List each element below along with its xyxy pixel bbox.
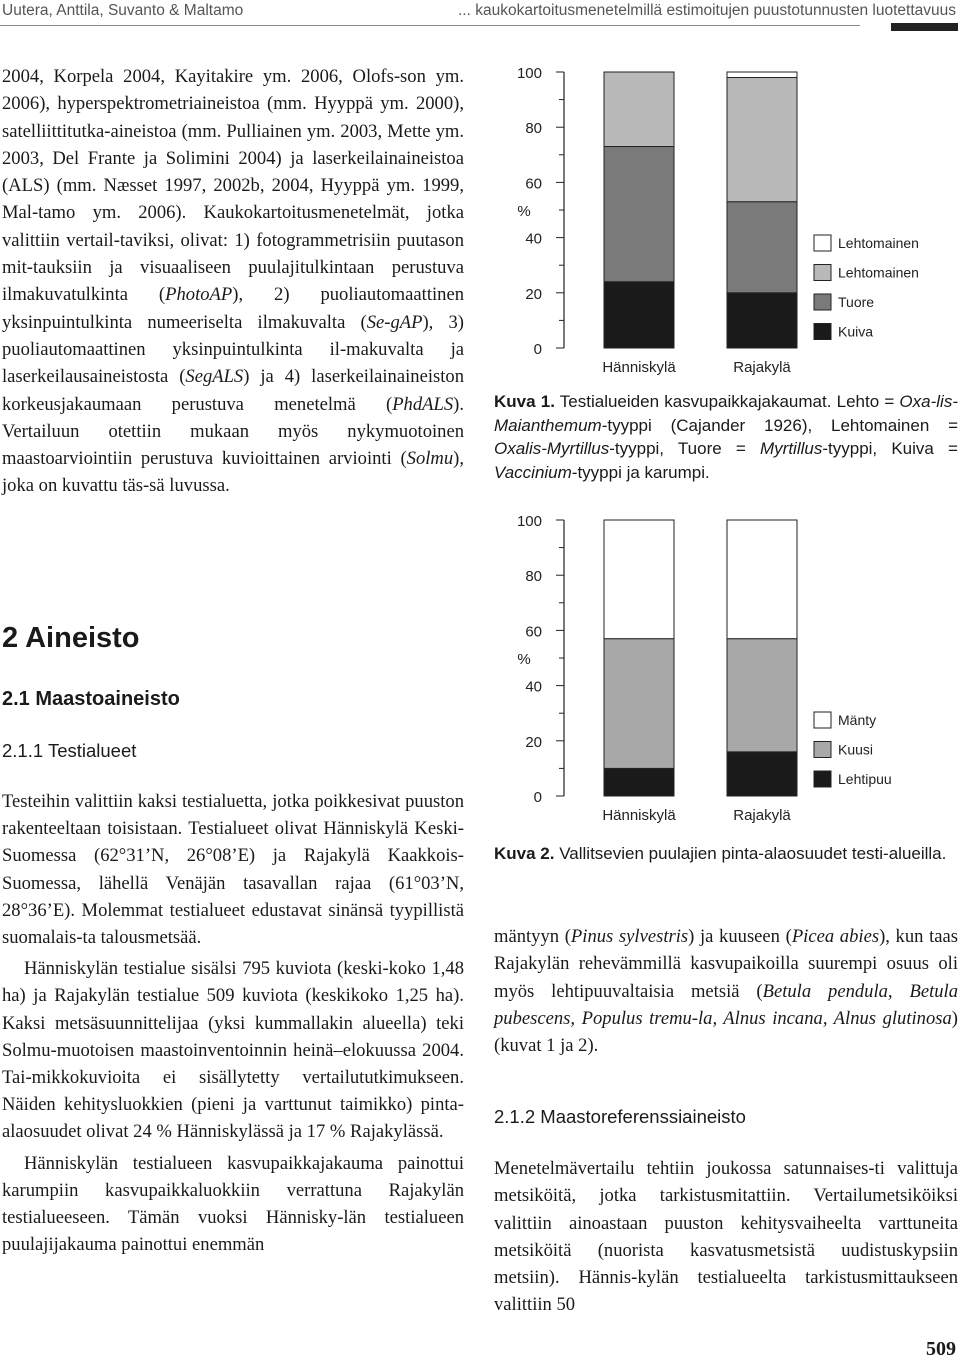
caption-text: Testialueiden kasvupaikkajakaumat. Lehto =: [554, 392, 900, 411]
intro-paragraph: [2, 63, 464, 500]
right-paragraph-1: [494, 923, 958, 1059]
legend-label: Mänty: [838, 712, 877, 728]
running-head-authors: Uutera, Anttila, Suvanto & Maltamo: [2, 2, 244, 19]
text-span: ), joka on kuvattu täs-sä luvussa.: [2, 448, 464, 497]
subsubsection-heading: 2.1.1 Testialueet: [2, 740, 137, 761]
body-paragraph-2: Hänniskylän testialue sisälsi 795 kuviota (keski-koko 1,48 ha) ja Rajakylän testialue 509 kuviota (keskikoko 1,25 ha). Kaksi metsäsuunnittelijaa (yksi kummallakin alueella) teki Solmu-muotoisen maastoinventoinnin heinä–elokuussa 2004. Tai-mikkokuvioita ei sisällytetty vertailututkimukseen. Näiden kehitysluokkien (pieni ja varttunut taimikko) pinta-alaosuudet olivat 24 % Hänniskylässä ja 17 % Rajakylässä.: [2, 958, 464, 1143]
legend-label: Lehtomainen: [838, 235, 919, 251]
text-span: ) (kuvat 1 ja 2).: [494, 1007, 958, 1057]
figure-2-chart: [494, 506, 960, 836]
y-tick-label: 0: [533, 341, 542, 358]
bar-segment: [727, 520, 797, 639]
caption-italic: Oxa-lis-Maianthemum: [494, 392, 958, 435]
y-tick-label: 100: [516, 513, 542, 530]
bar-segment: [727, 72, 797, 78]
y-tick-label: 0: [533, 789, 542, 806]
figure-1-svg: [494, 58, 960, 388]
caption-text: -tyyppi (Cajander 1926), Lehtomainen =: [601, 415, 958, 435]
x-category-label: Rajakylä: [733, 807, 791, 824]
figure-2-svg: [494, 506, 960, 836]
legend-swatch: [814, 265, 831, 281]
body-paragraph-1: Testeihin valittiin kaksi testialuetta, jotka poikkesivat puuston rakenteeltaan toisistaan. Testialueet olivat Hänniskylä Keski-Suomessa (62°31’N, 26°08’E) ja Rajakylä Kaakkois-Suomessa, lähellä Venäjän tasavallan rajaa (61°03’N, 28°36’E). Molemmat testialueet edustavat sinänsä tyypillistä suomalais-ta talousmetsää.: [2, 791, 464, 949]
y-axis-label: %: [517, 651, 531, 668]
figure-1-caption: [494, 390, 958, 484]
caption-label: Kuva 2.: [494, 844, 555, 863]
section-heading: 2 Aineisto: [2, 622, 140, 654]
legend-swatch: [814, 771, 831, 787]
legend-swatch: [814, 712, 831, 728]
legend-label: Kuiva: [838, 323, 874, 340]
left-column-body: [2, 788, 464, 1262]
right-paragraph-2: Menetelmävertailu tehtiin joukossa satunnaises-ti valittuja metsiköitä, jotka tarkistusmitattiin. Vertailumetsiköiksi valittiin ainoastaan puuston kehitysvaiheelta varttuneita metsiköitä (nuorista kasvatusmetsistä uudistuskypsiin metsiin). Hännis-kylän testialueelta tarkistusmittaukseen valittiin 50: [494, 1158, 958, 1316]
caption-text: -tyyppi, Tuore =: [609, 439, 761, 458]
running-head-block: [891, 23, 958, 31]
species-pine: Pinus sylvestris: [570, 926, 689, 947]
y-tick-label: 100: [516, 65, 542, 82]
legend-swatch: [814, 742, 831, 758]
method-photoap: PhotoAP: [165, 284, 233, 306]
y-tick-label: 80: [525, 568, 542, 586]
legend-label: Kuusi: [838, 741, 874, 758]
bar-segment: [604, 639, 674, 769]
y-tick-label: 20: [525, 733, 542, 751]
caption-text: -tyyppi ja karumpi.: [571, 462, 710, 482]
caption-label: Kuva 1.: [494, 392, 555, 411]
species-broadleaf: Betula pendula, Betula pubescens, Populus tremu-la, Alnus incana, Alnus glutinosa: [494, 980, 959, 1029]
y-tick-label: 80: [525, 120, 542, 138]
caption-italic: Myrtillus: [760, 439, 823, 458]
text-span: ) ja kuuseen (: [688, 926, 792, 947]
text-span: ), kun taas Rajakylän rehevämmillä kasvupaikoilla suurempi osuus oli myös lehtipuuvaltaisia metsiä (: [494, 926, 959, 1002]
right-column-body-2: [494, 1155, 958, 1319]
legend-swatch: [814, 235, 831, 251]
bar-segment: [604, 768, 674, 796]
legend-label: Tuore: [838, 294, 875, 310]
left-column-intro: [2, 63, 464, 500]
y-tick-label: 40: [525, 678, 542, 696]
text-span: ), 2) puoliautomaattinen yksinpuintulkinta numeeriselta ilmakuvalta (: [2, 284, 464, 333]
x-category-label: Hänniskylä: [602, 807, 676, 824]
figure-2-caption: [494, 842, 958, 866]
caption-text: -tyyppi, Kuiva =: [822, 439, 958, 458]
y-tick-label: 60: [525, 175, 542, 193]
bar-segment: [727, 78, 797, 202]
y-tick-label: 60: [525, 623, 542, 641]
y-tick-label: 20: [525, 285, 542, 303]
running-head: [0, 0, 960, 40]
method-solmu: Solmu: [406, 448, 454, 470]
bar-segment: [604, 282, 674, 348]
text-span: ), 3) puoliautomaattinen yksinpuintulkinta il-makuvalta ja laserkeilausaineistosta (: [2, 311, 464, 388]
bar-segment: [727, 293, 797, 348]
subsection-heading: 2.1 Maastoaineisto: [2, 688, 180, 710]
text-span: 2004, Korpela 2004, Kayitakire ym. 2006, Olofs-son ym. 2006), hyperspektrometriaineistoa (mm. Hyyppä ym. 2000), satelliittitutka-aineistoa (mm. Pulliainen ym. 2003, Mette ym. 2003, Del Frante ja Solimini 2004) ja laserkeilainaineistoa (ALS) (mm. Næsset 1997, 2002b, 2004, Hyyppä ym. 1999, Mal-tamo ym. 2006).: [2, 66, 464, 224]
bar-segment: [727, 639, 797, 752]
bar-segment: [727, 752, 797, 796]
caption-italic: Oxalis-Myrtillus: [494, 439, 610, 458]
method-phdals: PhdALS: [392, 393, 454, 415]
species-spruce: Picea abies: [791, 926, 880, 947]
y-axis-label: %: [517, 203, 531, 220]
y-tick-label: 40: [525, 230, 542, 248]
bar-segment: [604, 147, 674, 282]
text-span: ) ja 4) laserkeilainaineiston korkeusjakaumaan perustuva menetelmä (: [2, 366, 464, 415]
x-category-label: Hänniskylä: [602, 359, 676, 376]
bar-segment: [727, 202, 797, 293]
text-span: ). Vertailuun otettiin mukaan myös nykymuotoinen maastoarviointiin perustuva kuvioittainen arviointi (: [2, 393, 464, 470]
legend-label: Lehtomainen: [838, 264, 919, 281]
text-span: Kaukokartoitusmenetelmät, jotka valittiin vertail-taviksi, olivat: 1) fotogrammetrisiin puutason mit-tauksiin ja visuaaliseen puulajitulkintaan perustuva ilmakuvatulkinta (: [2, 202, 464, 306]
subsubsection-heading-2: 2.1.2 Maastoreferenssiaineisto: [494, 1106, 746, 1127]
running-head-title: ... kaukokartoitusmenetelmillä estimoitujen puustotunnusten luotettavuus: [457, 2, 956, 19]
body-paragraph-3: Hänniskylän testialueen kasvupaikkajakauma painottui karumpiin kasvupaikkaluokkiin verrattuna Rajakylän testialueeseen. Tämän vuoksi Hännisky-län testialueen puulajijakauma painottui enemmän: [2, 1152, 464, 1256]
legend-swatch: [814, 294, 831, 310]
bar-segment: [604, 72, 674, 147]
caption-text: Vallitsevien puulajien pinta-alaosuudet testi-alueilla.: [554, 844, 947, 863]
caption-italic: Vaccinium: [494, 462, 572, 482]
method-segals: SegALS: [185, 366, 244, 388]
text-span: mäntyyn (: [494, 926, 571, 947]
running-head-rule: [0, 25, 860, 26]
page-number: 509: [926, 1338, 956, 1360]
x-category-label: Rajakylä: [733, 359, 791, 376]
figure-1-chart: [494, 58, 960, 388]
legend-swatch: [814, 324, 831, 340]
right-column-body-1: [494, 923, 958, 1059]
bar-segment: [604, 520, 674, 639]
method-segap: Se-gAP: [366, 311, 423, 333]
legend-label: Lehtipuu: [838, 771, 892, 787]
